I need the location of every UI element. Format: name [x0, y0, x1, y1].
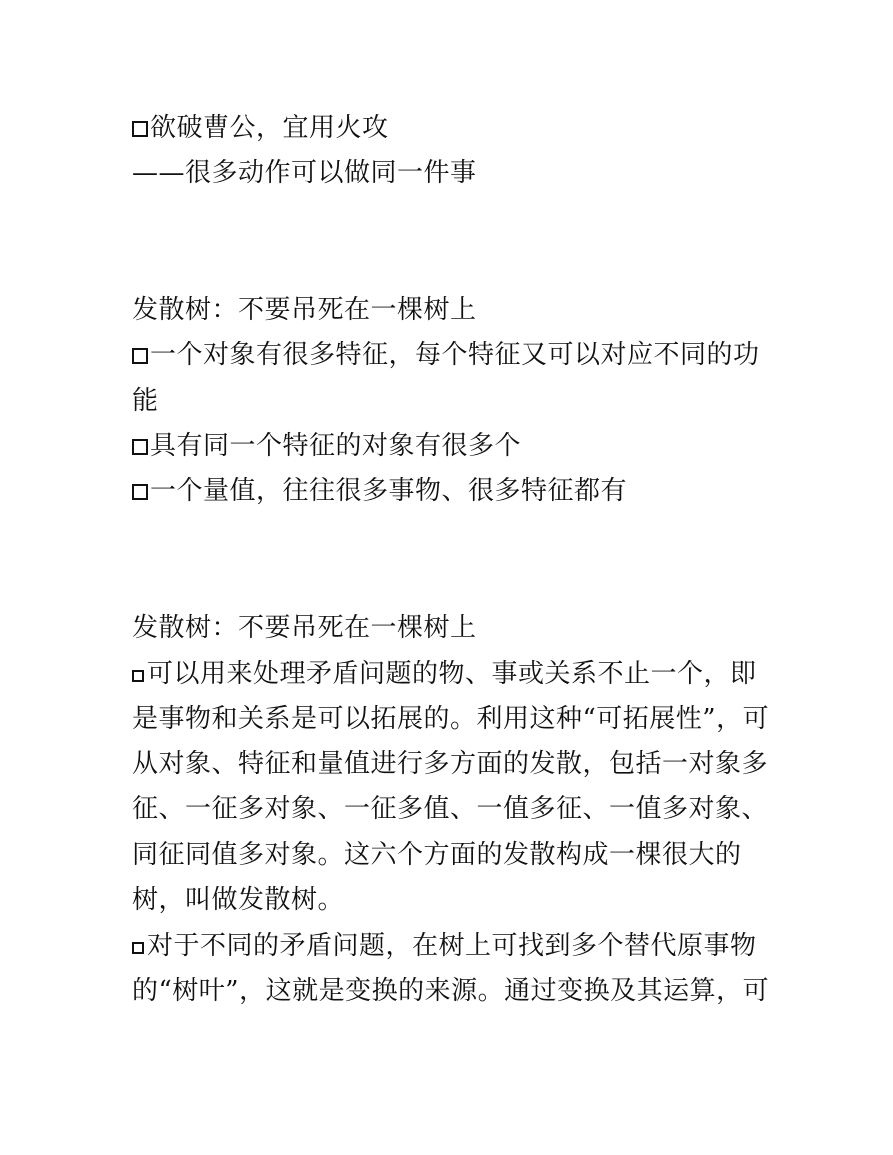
bullet-item [132, 113, 389, 143]
square-bullet-icon [132, 121, 148, 137]
square-bullet-icon [132, 348, 148, 364]
square-bullet-icon [132, 942, 144, 954]
bullet-continuation [132, 840, 742, 870]
bullet-text: 的“树叶”，这就是变换的来源。通过变换及其运算，可 [132, 976, 770, 1006]
bullet-text: 欲破曹公，宜用火攻 [150, 113, 389, 143]
bullet-text: 对于不同的矛盾问题，在树上可找到多个替代原事物 [147, 931, 757, 961]
bullet-text: 征、一征多对象、一征多值、一值多征、一值多对象、 [132, 794, 769, 824]
bullet-text: 树，叫做发散树。 [132, 885, 345, 915]
bullet-item [132, 476, 627, 506]
bullet-continuation [132, 386, 159, 416]
bullet-text: 同征同值多对象。这六个方面的发散构成一棵很大的 [132, 840, 742, 870]
bullet-continuation [132, 794, 768, 824]
bullet-continuation [132, 704, 769, 734]
heading-text: 发散树：不要吊死在一棵树上 [132, 613, 477, 643]
bullet-text: 一个对象有很多特征，每个特征又可以对应不同的功 [150, 340, 760, 370]
bullet-text: 是事物和关系是可以拓展的。利用这种“可拓展性”，可 [132, 704, 770, 734]
bullet-item [132, 340, 760, 370]
note-text: ——很多动作可以做同一件事 [132, 158, 477, 188]
bullet-item [132, 659, 757, 689]
bullet-text: 从对象、特征和量值进行多方面的发散，包括一对象多 [132, 749, 769, 779]
bullet-item [132, 931, 757, 961]
bullet-continuation [132, 749, 768, 779]
bullet-text: 能 [132, 386, 159, 416]
bullet-text: 具有同一个特征的对象有很多个 [150, 431, 522, 461]
bullet-continuation [132, 976, 769, 1006]
item-note [132, 158, 477, 188]
bullet-text: 一个量值，往往很多事物、很多特征都有 [150, 476, 628, 506]
square-bullet-icon [132, 670, 144, 682]
heading-text: 发散树：不要吊死在一棵树上 [132, 295, 477, 325]
bullet-continuation [132, 885, 344, 915]
bullet-item [132, 431, 521, 461]
section-heading [132, 613, 477, 643]
square-bullet-icon [132, 439, 148, 455]
section-heading [132, 295, 477, 325]
bullet-text: 可以用来处理矛盾问题的物、事或关系不止一个，即 [147, 659, 757, 689]
square-bullet-icon [132, 484, 148, 500]
